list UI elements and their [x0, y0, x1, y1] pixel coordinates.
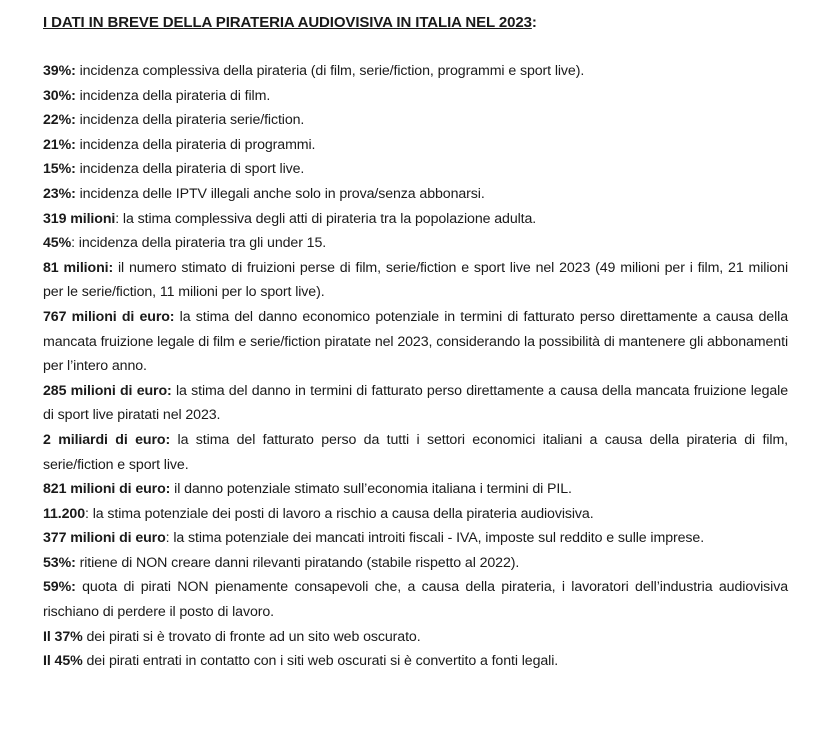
fact-text: incidenza della pirateria di programmi.: [75, 136, 316, 153]
fact-item: [43, 157, 788, 182]
fact-text: incidenza della pirateria di film.: [75, 87, 271, 104]
fact-lead: 767 milioni di euro:: [43, 308, 175, 325]
fact-item: [43, 207, 788, 232]
fact-lead: 377 milioni di euro: [43, 530, 166, 547]
fact-lead: 285 milioni di euro:: [43, 382, 172, 399]
fact-item: [43, 305, 788, 379]
fact-lead: 22%:: [43, 112, 76, 129]
fact-text: quota di pirati NON pienamente consapevoli che, a causa della pirateria, i lavoratori dell’industria audiovisiva rischiano di perdere il posto di lavoro.: [43, 579, 788, 621]
fact-text: il danno potenziale stimato sull’economia italiana i termini di PIL.: [170, 481, 572, 498]
fact-item: [43, 379, 788, 428]
fact-lead: 53%:: [43, 554, 76, 571]
fact-item: [43, 182, 788, 207]
fact-item: [43, 84, 788, 109]
fact-lead: 21%:: [43, 136, 76, 153]
fact-lead: 45%: [43, 235, 72, 252]
fact-lead: 23%:: [43, 185, 76, 202]
fact-lead: 11.200: [43, 505, 86, 522]
fact-text: la stima del fatturato perso da tutti i settori economici italiani a causa della pirateria di film, serie/fiction e sport live.: [43, 431, 788, 473]
fact-text: : incidenza della pirateria tra gli under 15.: [71, 235, 327, 252]
fact-text: : la stima complessiva degli atti di pirateria tra la popolazione adulta.: [115, 210, 537, 227]
fact-lead: 319 milioni: [43, 210, 116, 227]
fact-item: [43, 625, 788, 650]
fact-text: incidenza della pirateria serie/fiction.: [75, 112, 305, 129]
fact-item: [43, 649, 788, 674]
fact-item: [43, 526, 788, 551]
fact-item: [43, 575, 788, 624]
fact-text: dei pirati entrati in contatto con i siti web oscurati si è convertito a fonti legali.: [82, 653, 559, 670]
fact-text: : la stima potenziale dei posti di lavoro a rischio a causa della pirateria audiovisiva.: [85, 505, 594, 522]
fact-lead: 2 miliardi di euro:: [43, 431, 171, 448]
fact-item: [43, 231, 788, 256]
fact-item: [43, 256, 788, 305]
fact-item: [43, 551, 788, 576]
fact-lead: 15%:: [43, 161, 76, 178]
fact-text: la stima del danno economico potenziale in termini di fatturato perso direttamente a causa della mancata fruizione legale di film e serie/fiction piratate nel 2023, considerando la possibilità di mantenere gli abbonamenti per l’intero anno.: [43, 308, 788, 375]
fact-text: incidenza delle IPTV illegali anche solo in prova/senza abbonarsi.: [75, 185, 485, 202]
fact-lead: 81 milioni:: [43, 259, 114, 276]
fact-text: il numero stimato di fruizioni perse di film, serie/fiction e sport live nel 2023 (49 milioni per i film, 21 milioni per le serie/fiction, 11 milioni per lo sport live).: [43, 259, 789, 301]
fact-text: ritiene di NON creare danni rilevanti piratando (stabile rispetto al 2022).: [75, 554, 520, 571]
fact-lead: Il 37%: [43, 628, 83, 645]
document-title: [43, 12, 788, 34]
fact-item: [43, 502, 788, 527]
fact-lead: 39%:: [43, 63, 76, 79]
fact-text: la stima del danno in termini di fatturato perso direttamente a causa della mancata fruizione legale di sport live piratati nel 2023.: [43, 382, 788, 424]
document-title-colon: :: [531, 14, 537, 31]
fact-text: dei pirati si è trovato di fronte ad un sito web oscurato.: [82, 628, 421, 645]
fact-text: incidenza della pirateria di sport live.: [75, 161, 305, 178]
fact-item: [43, 59, 788, 84]
fact-lead: 821 milioni di euro:: [43, 481, 171, 498]
fact-item: [43, 108, 788, 133]
fact-item: [43, 133, 788, 158]
fact-item: [43, 428, 788, 477]
fact-lead: Il 45%: [43, 653, 83, 670]
fact-item: [43, 477, 788, 502]
fact-text: incidenza complessiva della pirateria (di film, serie/fiction, programmi e sport live).: [75, 63, 585, 79]
document-title-text: I DATI IN BREVE DELLA PIRATERIA AUDIOVISIVA IN ITALIA NEL 2023: [43, 14, 532, 31]
facts-list: [43, 59, 788, 674]
fact-text: : la stima potenziale dei mancati introiti fiscali - IVA, imposte sul reddito e sulle imprese.: [165, 530, 705, 547]
fact-lead: 59%:: [43, 579, 76, 596]
fact-lead: 30%:: [43, 87, 76, 104]
